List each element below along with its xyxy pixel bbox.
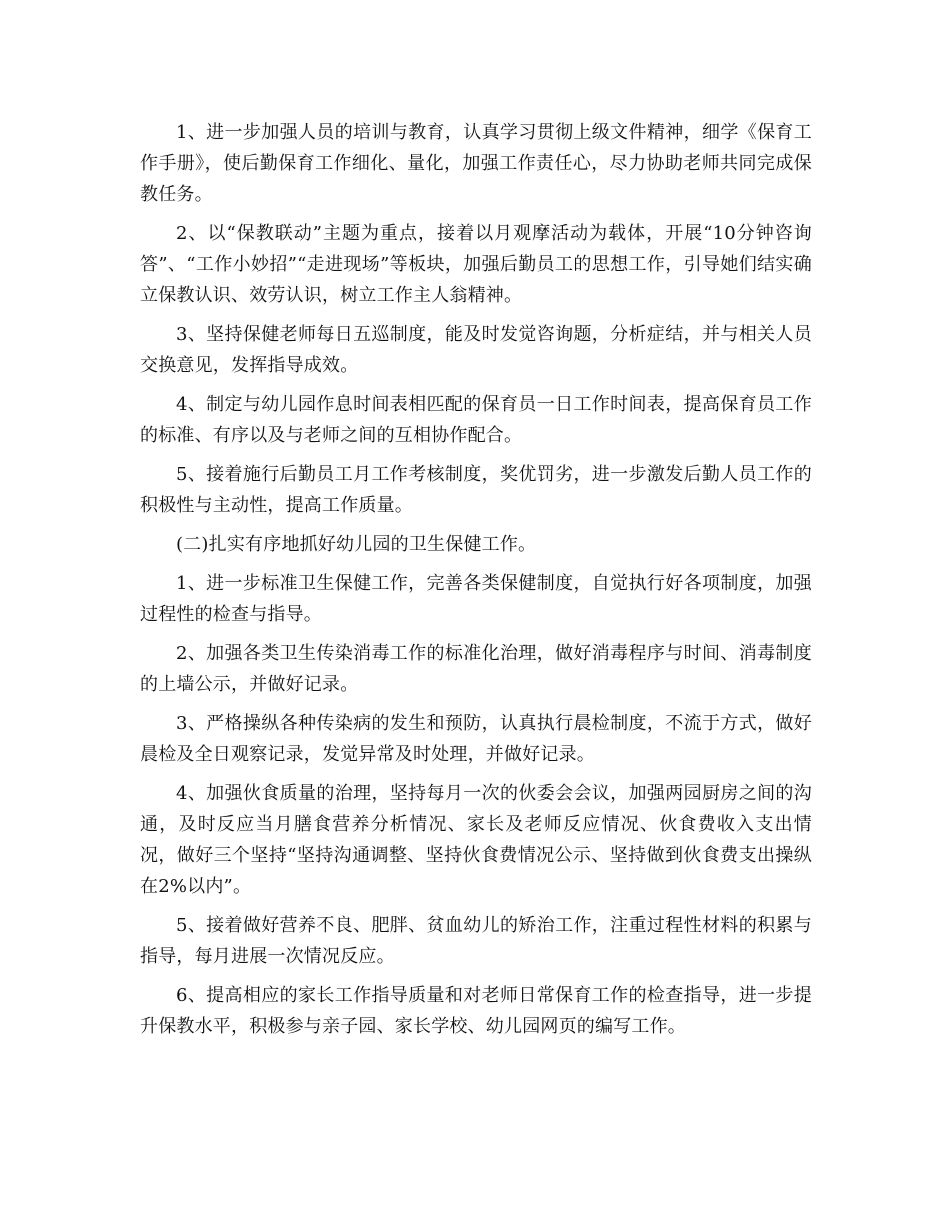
paragraph-10: 5、接着做好营养不良、肥胖、贫血幼儿的矫治工作，注重过程性材料的积累与指导，每月进展一次情况反应。 [140, 915, 812, 967]
section-heading: (二)扎实有序地抓好幼儿园的卫生保健工作。 [176, 534, 537, 555]
paragraph-5: 5、接着施行后勤员工月工作考核制度，奖优罚劣，进一步激发后勤人员工作的积极性与主动性，提高工作质量。 [140, 464, 812, 516]
paragraph-11: 6、提高相应的家长工作指导质量和对老师日常保育工作的检查指导，进一步提升保教水平，积极参与亲子园、家长学校、幼儿园网页的编写工作。 [140, 985, 812, 1037]
paragraph-4: 4、制定与幼儿园作息时间表相匹配的保育员一日工作时间表，提高保育员工作的标准、有序以及与老师之间的互相协作配合。 [140, 394, 812, 446]
paragraph-6: 1、进一步标准卫生保健工作，完善各类保健制度，自觉执行好各项制度，加强过程性的检查与指导。 [140, 573, 812, 625]
paragraph-8: 3、严格操纵各种传染病的发生和预防，认真执行晨检制度，不流于方式，做好晨检及全日观察记录，发觉异常及时处理，并做好记录。 [140, 713, 812, 765]
paragraph-7: 2、加强各类卫生传染消毒工作的标准化治理，做好消毒程序与时间、消毒制度的上墙公示，并做好记录。 [140, 643, 812, 695]
paragraph-3: 3、坚持保健老师每日五巡制度，能及时发觉咨询题，分析症结，并与相关人员交换意见，发挥指导成效。 [140, 324, 812, 376]
paragraph-2: 2、以“保教联动”主题为重点，接着以月观摩活动为载体，开展“10分钟咨询答”、“工作小妙招”“走进现场”等板块，加强后勤员工的思想工作，引导她们结实确立保教认识、效劳认识，树立工作主人翁精神。 [140, 223, 812, 306]
paragraph-1: 1、进一步加强人员的培训与教育，认真学习贯彻上级文件精神，细学《保育工作手册》，使后勤保育工作细化、量化，加强工作责任心，尽力协助老师共同完成保教任务。 [140, 122, 812, 205]
document-body [140, 117, 812, 1050]
paragraph-9: 4、加强伙食质量的治理，坚持每月一次的伙委会会议，加强两园厨房之间的沟通，及时反应当月膳食营养分析情况、家长及老师反应情况、伙食费收入支出情况，做好三个坚持“坚持沟通调整、坚持伙食费情况公示、坚持做到伙食费支出操纵在2%以内”。 [140, 783, 812, 897]
